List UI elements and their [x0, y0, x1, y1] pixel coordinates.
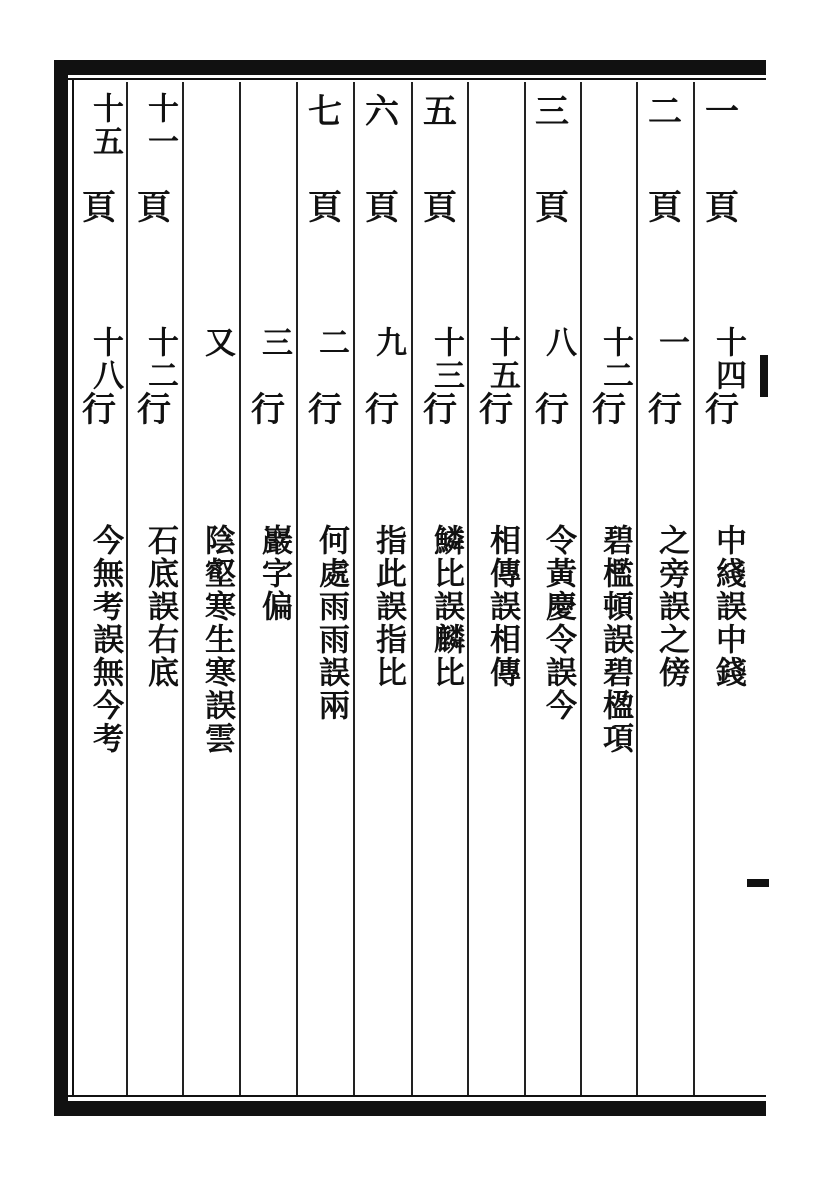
column-divider	[411, 82, 413, 1095]
errata-column	[473, 92, 519, 1082]
errata-column	[359, 92, 405, 1082]
line-number: 十二	[597, 326, 633, 392]
errata-column	[586, 92, 632, 1082]
line-char: 行	[592, 390, 626, 430]
errata-column	[417, 92, 463, 1082]
column-divider	[636, 82, 638, 1095]
page-number: 七	[308, 92, 342, 132]
page-number: 三	[535, 92, 569, 132]
line-char: 行	[479, 390, 513, 430]
line-number: 十四	[710, 326, 746, 392]
line-number: 十八	[87, 326, 123, 392]
errata-column	[188, 92, 234, 1082]
page-number: 二	[648, 92, 682, 132]
column-divider	[467, 82, 469, 1095]
column-divider	[296, 82, 298, 1095]
line-number: 九	[370, 326, 406, 359]
page-number: 五	[423, 92, 457, 132]
fold-edge-mark	[760, 355, 768, 397]
errata-column	[76, 92, 122, 1082]
correction-text: 陰壑寒生寒誤雲	[199, 524, 235, 755]
correction-text: 指此誤指比	[370, 524, 406, 689]
errata-column	[529, 92, 575, 1082]
page-char: 頁	[82, 188, 116, 228]
errata-column	[131, 92, 177, 1082]
column-divider	[353, 82, 355, 1095]
page-number: 十五	[87, 92, 123, 158]
line-number: 十三	[428, 326, 464, 392]
fold-edge-mark	[747, 879, 769, 887]
column-divider	[580, 82, 582, 1095]
page-number: 六	[365, 92, 399, 132]
page-char: 頁	[308, 188, 342, 228]
line-char: 行	[423, 390, 457, 430]
correction-text: 巖字偏	[256, 524, 292, 623]
correction-text: 今無考誤無今考	[87, 524, 123, 755]
frame-bottom-border	[54, 1101, 766, 1116]
frame-left-inner-border	[72, 80, 74, 1095]
page-char: 頁	[648, 188, 682, 228]
correction-text: 之旁誤之傍	[653, 524, 689, 689]
column-divider	[524, 82, 526, 1095]
page-char: 頁	[365, 188, 399, 228]
correction-text: 鱗比誤麟比	[428, 524, 464, 689]
line-char: 行	[535, 390, 569, 430]
line-number: 十二	[142, 326, 178, 392]
correction-text: 令黃慶令誤今	[540, 524, 576, 722]
correction-text: 石底誤右底	[142, 524, 178, 689]
frame-left-border	[54, 60, 68, 1116]
page-char: 頁	[535, 188, 569, 228]
correction-text: 相傳誤相傳	[484, 524, 520, 689]
line-number: 又	[199, 326, 235, 359]
column-divider	[239, 82, 241, 1095]
line-char: 行	[648, 390, 682, 430]
line-char: 行	[308, 390, 342, 430]
column-divider	[182, 82, 184, 1095]
errata-column	[699, 92, 745, 1082]
correction-text: 中綫誤中錢	[710, 524, 746, 689]
page-char: 頁	[137, 188, 171, 228]
line-char: 行	[251, 390, 285, 430]
column-divider	[693, 82, 695, 1095]
column-divider	[126, 82, 128, 1095]
frame-top-border	[54, 60, 766, 75]
correction-text: 何處雨雨誤兩	[313, 524, 349, 722]
line-char: 行	[137, 390, 171, 430]
correction-text: 碧檻頓誤碧楹項	[597, 524, 633, 755]
line-number: 三	[256, 326, 292, 359]
page-number: 十一	[142, 92, 178, 158]
frame-top-inner-border	[68, 78, 766, 80]
errata-column	[302, 92, 348, 1082]
page-char: 頁	[705, 188, 739, 228]
frame-bottom-inner-border	[68, 1095, 766, 1097]
line-char: 行	[82, 390, 116, 430]
line-number: 十五	[484, 326, 520, 392]
line-char: 行	[705, 390, 739, 430]
errata-column	[642, 92, 688, 1082]
page-number: 一	[705, 92, 739, 132]
errata-column	[245, 92, 291, 1082]
line-number: 二	[313, 326, 349, 359]
page-char: 頁	[423, 188, 457, 228]
line-number: 八	[540, 326, 576, 359]
line-number: 一	[653, 326, 689, 359]
line-char: 行	[365, 390, 399, 430]
